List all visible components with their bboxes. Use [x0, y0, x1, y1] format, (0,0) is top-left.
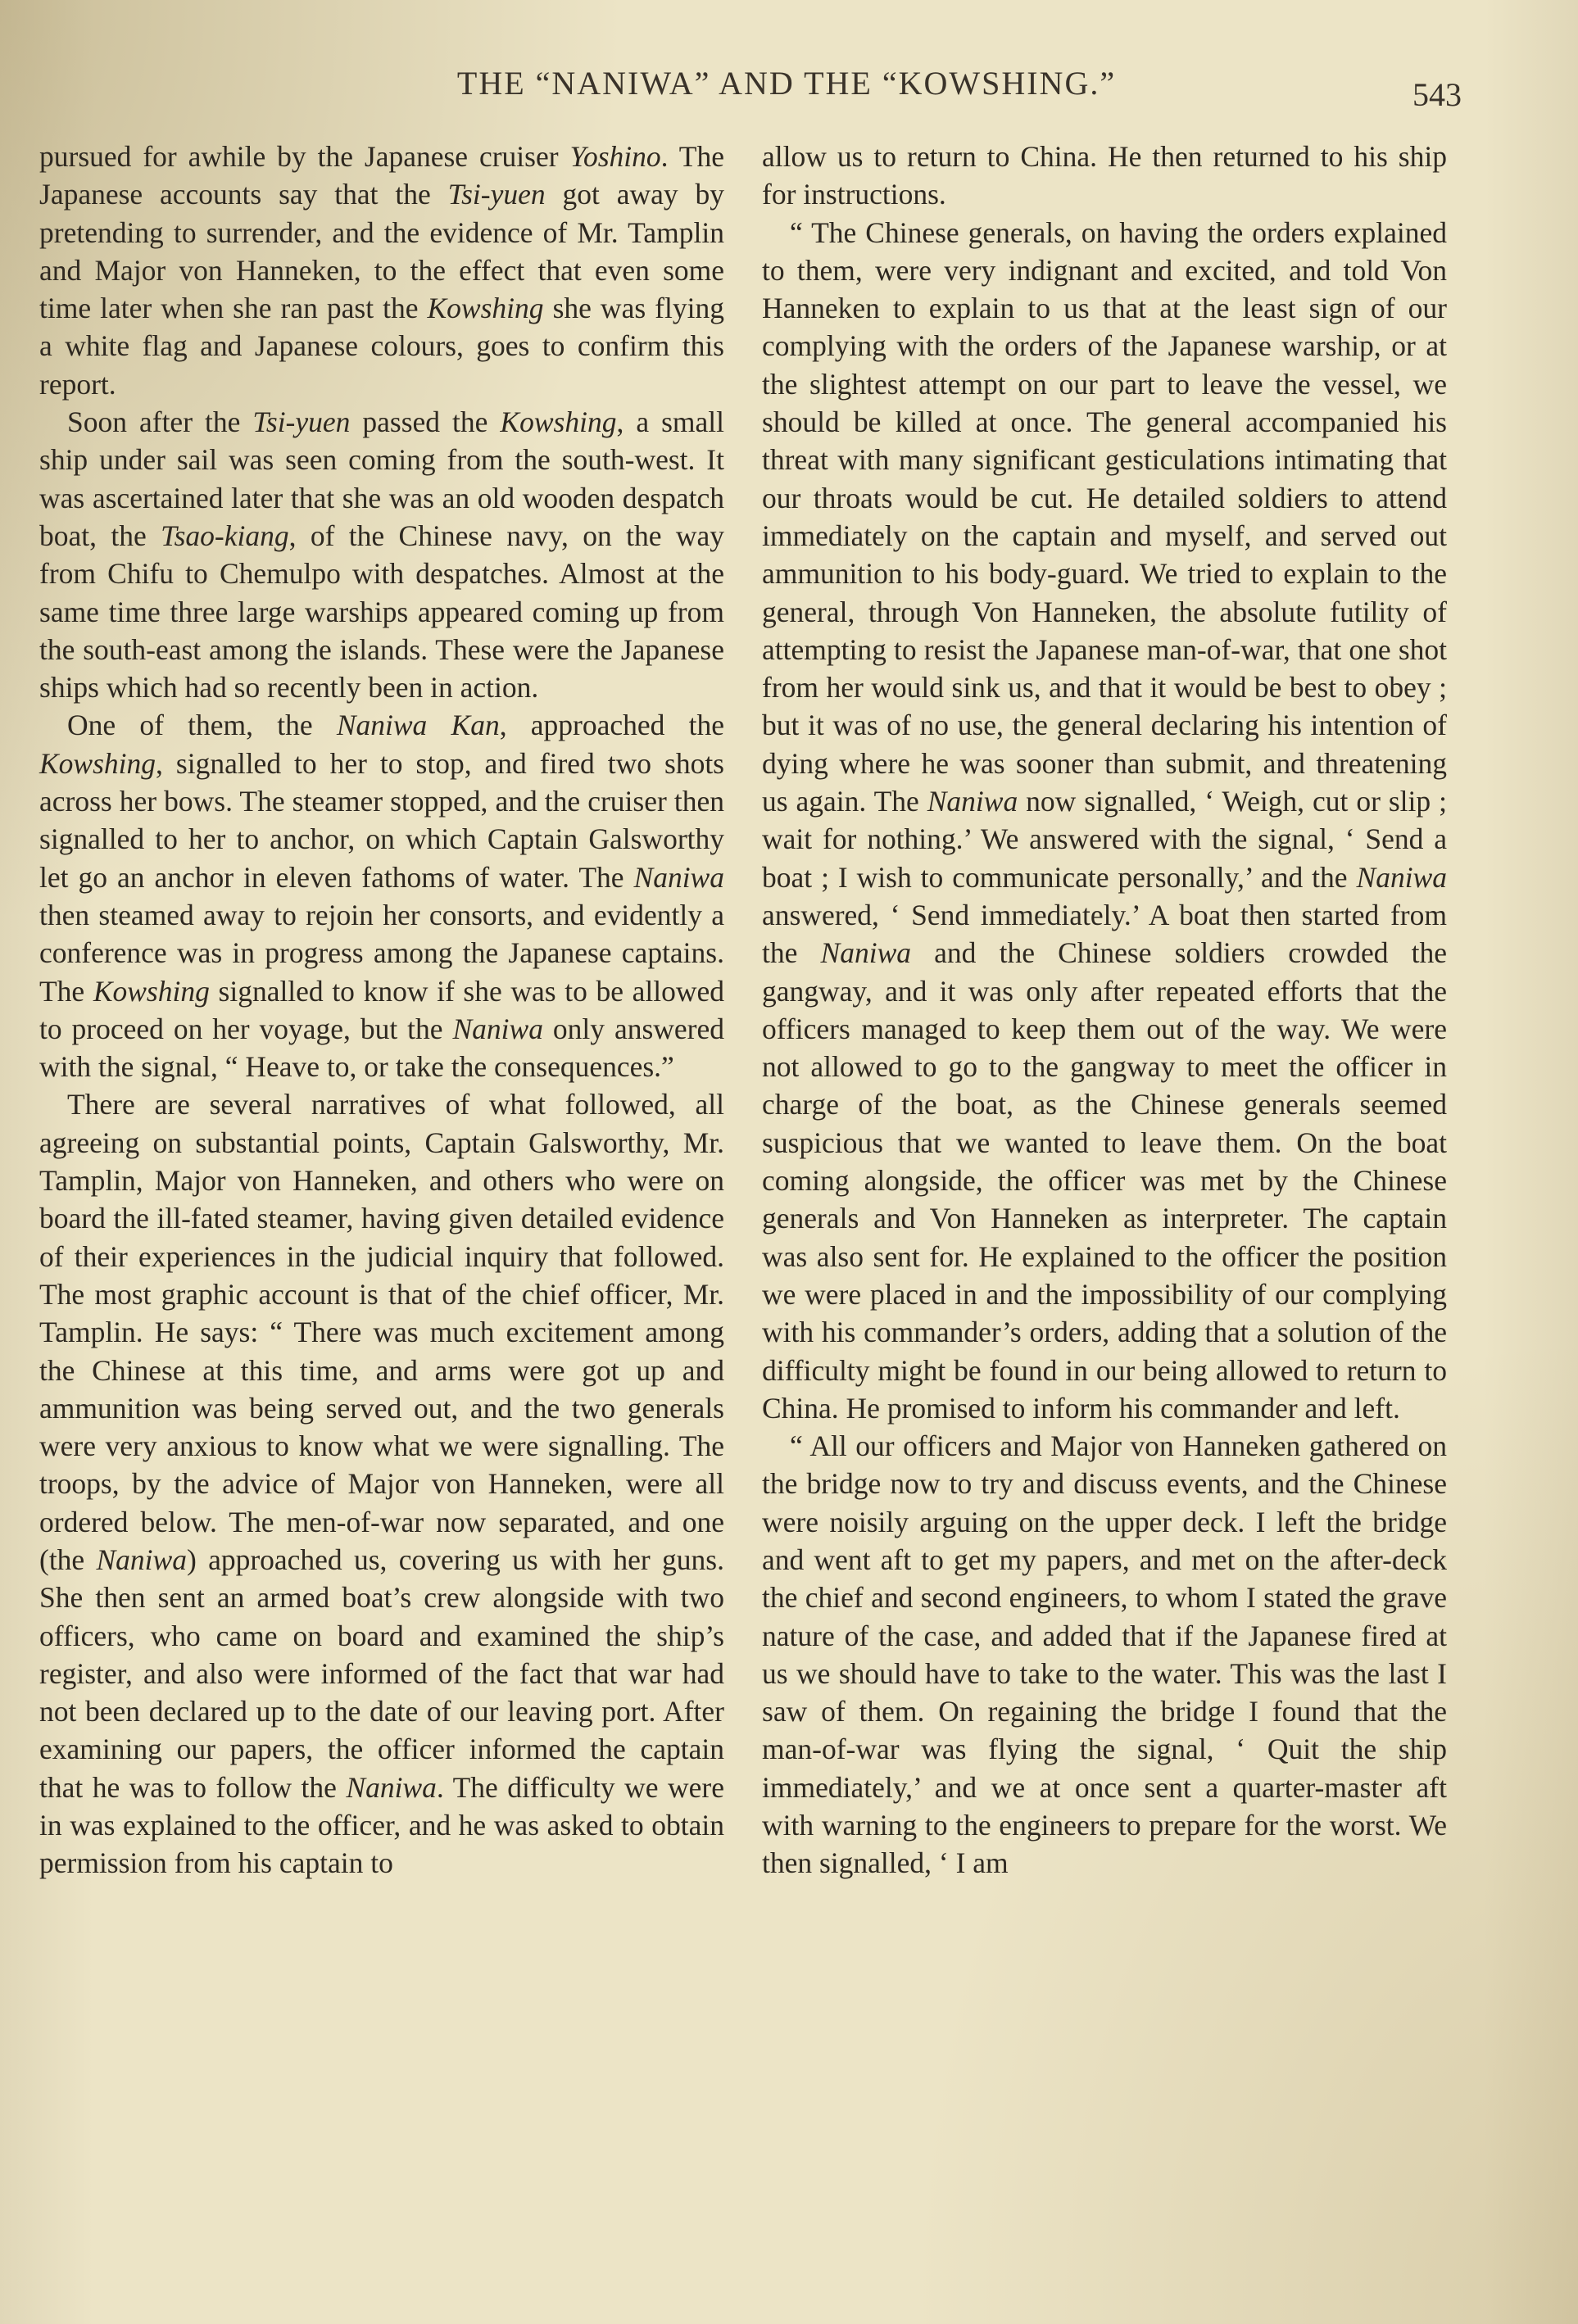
- text-segment: . The difficulty we were in was explained to the officer, and he was asked to obtain permission from his captain to: [39, 1770, 724, 1880]
- text-segment: , approached the: [499, 709, 724, 742]
- text-segment: passed the: [350, 405, 501, 439]
- paragraph: [39, 138, 724, 403]
- italic-text: Naniwa: [633, 860, 724, 894]
- text-segment: . The Japanese accounts say that the: [39, 140, 724, 211]
- paragraph: [39, 706, 724, 1085]
- text-segment: now signalled, ‘ Weigh, cut or slip ; wait for nothing.’ We answered with the signal, ‘ Send a boat ; I wish to communicate personally,’ and the: [762, 785, 1447, 894]
- text-segment: , signalled to her to stop, and fired two shots across her bows. The steamer stopped, and the cruiser then signalled to her to anchor, on which Captain Galsworthy let go an anchor in eleven fathoms of water. The: [39, 746, 724, 894]
- italic-text: Tsao-kiang: [161, 519, 289, 552]
- text-segment: One of them, the: [67, 709, 337, 742]
- left-column: [39, 138, 724, 1882]
- italic-text: Naniwa Kan: [336, 709, 500, 742]
- text-segment: and the Chinese soldiers crowded the gangway, and it was only after repeated efforts that the officers managed to keep them out of the way. We were not allowed to go to the gangway to meet the officer in charge of the boat, as the Chinese generals seemed suspicious that we wanted to leave them. On the boat coming alongside, the officer was met by the Chinese generals and Von Hanneken as interpreter. The captain was also sent for. He explained to the officer the position we were placed in and the impossibility of our complying with his commander’s orders, adding that a solution of the difficulty might be found in our being allowed to return to China. He promised to inform his commander and left.: [762, 936, 1447, 1425]
- text-segment: , of the Chinese navy, on the way from Chifu to Chemulpo with despatches. Almost at the same time three large warships appeared coming up from the south-east among the islands. These were the Japanese ships which had so recently been in action.: [39, 519, 724, 704]
- italic-text: Naniwa: [927, 785, 1018, 818]
- italic-text: Naniwa: [1356, 860, 1447, 894]
- text-segment: she was flying a white flag and Japanese colours, goes to confirm this report.: [39, 292, 724, 401]
- paragraph: [762, 1427, 1447, 1882]
- text-segment: , a small ship under sail was seen coming from the south-west. It was ascertained later that she was an old wooden despatch boat, the: [39, 405, 724, 552]
- text-segment: There are several narratives of what followed, all agreeing on substantial points, Captain Galsworthy, Mr. Tamplin, Major von Hanneken, and others who were on board the ill-fated steamer, having given detailed evidence of their experiences in the judicial inquiry that followed. The most graphic account is that of the chief officer, Mr. Tamplin. He says: “ There was much excitement among the Chinese at this time, and arms were got up and ammunition was being served out, and the two generals were very anxious to know what we were signalling. The troops, by the advice of Major von Hanneken, were all ordered below. The men-of-war now separated, and one (the: [39, 1088, 724, 1576]
- running-header: THE “NANIWA” AND THE “KOWSHING.”: [456, 65, 1117, 102]
- italic-text: Kowshing: [427, 292, 544, 325]
- text-segment: “ All our officers and Major von Hanneken gathered on the bridge now to try and discuss events, and the Chinese were noisily arguing on the upper deck. I left the bridge and went aft to get my papers, and met on the after-deck the chief and second engineers, to whom I stated the grave nature of the case, and added that if the Japanese fired at us we should have to take to the water. This was the last I saw of them. On regaining the bridge I found that the man-of-war was flying the signal, ‘ Quit the ship immediately,’ and we at once sent a quarter-master aft with warning to the engineers to prepare for the worst. We then signalled, ‘ I am: [762, 1429, 1447, 1880]
- paragraph: [762, 214, 1447, 1428]
- text-segment: signalled to know if she was to be allowed to proceed on her voyage, but the: [39, 974, 724, 1045]
- italic-text: Naniwa: [452, 1012, 543, 1045]
- text-segment: allow us to return to China. He then returned to his ship for instructions.: [762, 140, 1447, 211]
- text-segment: then steamed away to rejoin her consorts, and evidently a conference was in progress among the Japanese captains. The: [39, 898, 724, 1008]
- paragraph: [39, 1085, 724, 1882]
- italic-text: Tsi-yuen: [447, 178, 546, 211]
- text-segment: only answered with the signal, “ Heave to, or take the consequences.”: [39, 1012, 724, 1084]
- text-segment: Soon after the: [67, 405, 253, 439]
- text-segment: ) approached us, covering us with her guns. She then sent an armed boat’s crew alongside with two officers, who came on board and examined the ship’s register, and also were informed of the fact that war had not been declared up to the date of our leaving port. After examining our papers, the officer informed the captain that he was to follow the: [39, 1543, 724, 1804]
- italic-text: Kowshing: [500, 405, 617, 439]
- italic-text: Yoshino: [569, 140, 661, 173]
- text-segment: “ The Chinese generals, on having the orders explained to them, were very indignant and excited, and told Von Hanneken to explain to us that at the least sign of our complying with the orders of the Japanese warship, or at the slightest attempt on our part to leave the vessel, we should be killed at once. The general accompanied his threat with many significant gesticulations intimating that our throats would be cut. He detailed soldiers to attend immediately on the captain and myself, and served out ammunition to his body-guard. We tried to explain to the general, through Von Hanneken, the absolute futility of attempting to resist the Japanese man-of-war, that one shot from her would sink us, and that it would be best to obey ; but it was of no use, the general declaring his intention of dying where he was sooner than submit, and threatening us again. The: [762, 215, 1447, 818]
- italic-text: Naniwa: [96, 1543, 187, 1576]
- paragraph: [762, 138, 1447, 214]
- italic-text: Kowshing: [93, 974, 210, 1008]
- italic-text: Naniwa: [820, 936, 912, 970]
- page-number: 543: [1412, 76, 1462, 113]
- italic-text: Kowshing: [39, 746, 156, 780]
- italic-text: Naniwa: [346, 1770, 437, 1804]
- text-segment: got away by pretending to surrender, and the evidence of Mr. Tamplin and Major von Hanneken, to the effect that even some time later when she ran past the: [39, 178, 724, 325]
- right-column: [762, 138, 1447, 1882]
- text-segment: answered, ‘ Send immediately.’ A boat then started from the: [762, 898, 1447, 970]
- italic-text: Tsi-yuen: [252, 405, 351, 439]
- text-segment: pursued for awhile by the Japanese cruiser: [39, 140, 570, 173]
- paragraph: [39, 403, 724, 706]
